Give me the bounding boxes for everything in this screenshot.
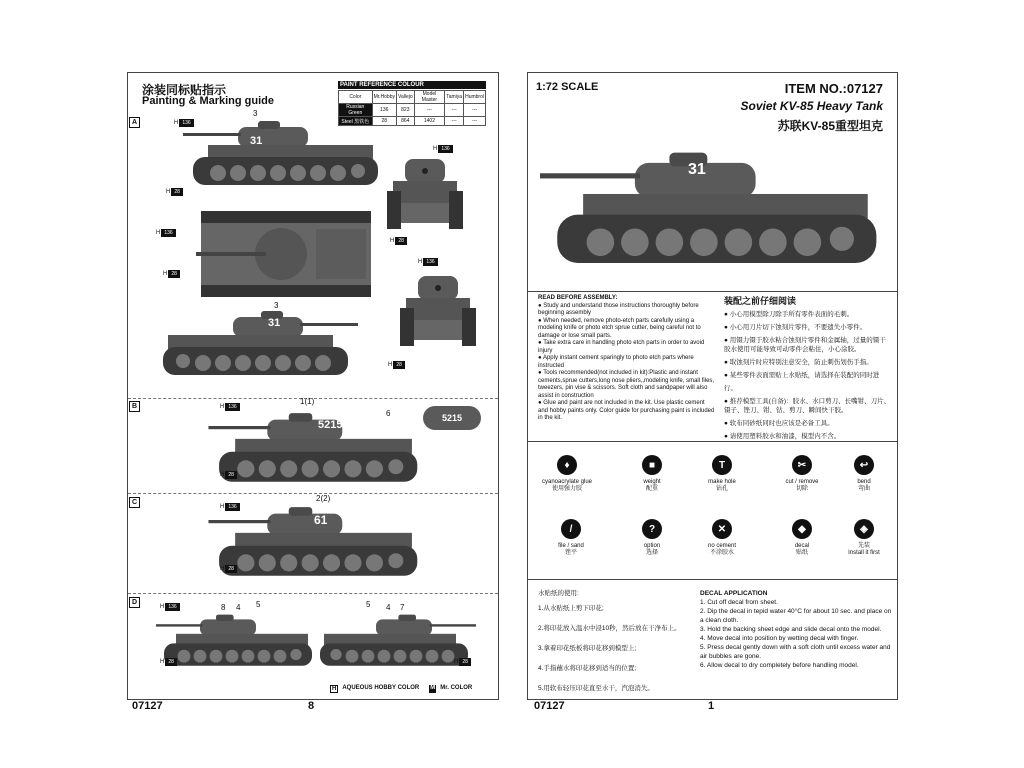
tag-prefix: H bbox=[418, 259, 423, 265]
icon-install-first bbox=[834, 519, 894, 557]
painting-guide-title-cn: 涂装同标贴指示 bbox=[142, 83, 227, 97]
decal-cn-title: 水贴纸的使用: bbox=[538, 590, 579, 597]
section-b-label: B bbox=[129, 401, 140, 412]
left-footer-code: 07127 bbox=[132, 700, 163, 712]
decal-application-en bbox=[700, 589, 892, 670]
callout-d-7: 7 bbox=[400, 603, 405, 612]
row1-color: Russian Green bbox=[339, 104, 373, 117]
tank-side-view-d-left bbox=[156, 613, 316, 669]
decal-cn-step: 4.手指蘸水将印花移到适当的位置; bbox=[538, 665, 637, 672]
bend-icon: ↩ bbox=[854, 455, 874, 475]
callout-b-6: 6 bbox=[386, 409, 391, 418]
tag-code: 136 bbox=[165, 603, 179, 611]
read-before-cn-item: ● 请使用塑料胶水和油漆，模型内不含。 bbox=[724, 433, 841, 440]
section-a-label: A bbox=[129, 117, 140, 128]
read-before-cn-item: ● 取蚀刻片时应特别注意安全，防止刺伤划伤手指。 bbox=[724, 359, 873, 366]
read-before-cn-text: 取蚀刻片时应特别注意安全，防止刺伤划伤手指。 bbox=[729, 359, 873, 366]
legend-hobby: AQUEOUS HOBBY COLOR bbox=[342, 685, 420, 691]
decal-en-step: 5. Press decal gently down with a soft cloth until excess water and air bubbles are gone. bbox=[700, 644, 891, 660]
icon-label-cn: 切除 bbox=[795, 486, 808, 492]
icon-cyanoacrylate-glue bbox=[537, 455, 597, 493]
read-before-item: ● When needed, remove photo-etch parts carefully using a modeling knife or photo etch sprue cutter, being careful not to damage or lose small parts. bbox=[538, 317, 701, 339]
icon-label-en: weight bbox=[643, 479, 661, 485]
drill-icon: T bbox=[712, 455, 732, 475]
decal-cn-step: 3.拿着印花纸板将印花移到模型上; bbox=[538, 645, 637, 652]
right-page-number: 1 bbox=[708, 700, 715, 712]
read-before-assembly-cn bbox=[724, 295, 892, 443]
icon-label-cn: 不涂胶水 bbox=[709, 550, 734, 556]
tag-code: 28 bbox=[225, 471, 237, 479]
decal-cn-step: 5.用软布轻压印花直至水干，汽泡消失。 bbox=[538, 685, 654, 692]
tank-front-view-a bbox=[385, 151, 465, 231]
tag-code: 136 bbox=[161, 229, 175, 237]
divider-icons-top bbox=[528, 441, 897, 442]
callout-d-8: 8 bbox=[221, 603, 226, 612]
tag-c-h28 bbox=[220, 565, 237, 573]
icon-label-en: cut / remove bbox=[785, 479, 819, 485]
icon-label-cn: 锉平 bbox=[564, 550, 577, 556]
row1-humbrol: --- bbox=[464, 104, 486, 117]
decal-en-step: 6. Allow decal to dry completely before handling model. bbox=[700, 662, 859, 669]
icon-label-en: cyanoacrylate glue bbox=[541, 479, 593, 485]
row2-color: Steel 黑铁色 bbox=[339, 117, 373, 126]
tag-b-h28 bbox=[220, 471, 237, 479]
icon-file-sand bbox=[541, 519, 601, 557]
tank-rear-view bbox=[398, 268, 478, 348]
section-d-label: D bbox=[129, 597, 140, 608]
row1-vallejo: 823 bbox=[397, 104, 415, 117]
read-before-cn-text: 某些零件表面需贴上水贴纸，请选择在装配的同时进行。 bbox=[724, 372, 880, 392]
callout-a-3b: 3 bbox=[274, 301, 279, 310]
icon-option bbox=[622, 519, 682, 557]
tag-d-h136 bbox=[160, 603, 180, 611]
icon-label-cn: 选择 bbox=[645, 550, 658, 556]
left-page-number: 8 bbox=[308, 700, 315, 712]
icon-label-en: file / sand bbox=[558, 543, 584, 549]
read-before-cn-text: 推荐模型工具(自备)：胶水、水口剪刀、长嘴钳、刀片、镊子、锉刀、钳、钻、剪刀、瞬间快干胶。 bbox=[724, 398, 891, 414]
cover-instructions-page bbox=[527, 72, 898, 700]
icon-label-en: no cement bbox=[707, 543, 737, 549]
read-before-assembly-en bbox=[538, 295, 716, 423]
tank-side-view-d-right bbox=[316, 613, 476, 669]
tag-prefix: H bbox=[220, 566, 225, 572]
col-vallejo: Vallejo bbox=[397, 91, 415, 104]
read-before-text: Take extra care in handling photo etch parts in order to avoid injury bbox=[538, 340, 705, 354]
decal-en-step: 2. Dip the decal in tepid water 40°C for about 10 sec. and place on a clean cloth. bbox=[700, 608, 892, 624]
read-before-cn-item: ● 小心用模型除刀除手所有零件表面的毛刺。 bbox=[724, 311, 854, 318]
row2-tamiya: --- bbox=[445, 117, 464, 126]
tag-prefix: H bbox=[390, 238, 395, 244]
read-before-cn-text: 请使用塑料胶水和油漆，模型内不含。 bbox=[729, 433, 841, 440]
icon-label-cn: 先装 bbox=[857, 543, 870, 549]
tag-rear-h28 bbox=[388, 361, 405, 369]
tag-code: 28 bbox=[395, 237, 407, 245]
row1-model-master: --- bbox=[414, 104, 445, 117]
item-number: ITEM NO.:07127 bbox=[784, 81, 883, 96]
tag-code: 136 bbox=[438, 145, 452, 153]
decal-cn-step: 2.将印花放入温水中浸10秒，然后放在干净布上。 bbox=[538, 625, 681, 632]
decal-en-step: 3. Hold the backing sheet edge and slide decal onto the model. bbox=[700, 626, 882, 633]
glue-icon: ♦ bbox=[557, 455, 577, 475]
tag-prefix: H bbox=[156, 230, 161, 236]
icon-make-hole bbox=[692, 455, 752, 493]
read-before-cn-item: ● 某些零件表面需贴上水贴纸，请选择在装配的同时进行。 bbox=[724, 372, 880, 392]
row2-mrhobby: 28 bbox=[372, 117, 396, 126]
cut-icon: ✂ bbox=[792, 455, 812, 475]
tag-rear-h136 bbox=[418, 258, 438, 266]
decal-31-a2: 31 bbox=[268, 317, 281, 329]
tag-prefix: H bbox=[160, 659, 165, 665]
icon-label-cn: 钻孔 bbox=[715, 486, 728, 492]
tag-d-h28-left bbox=[160, 658, 177, 666]
divider-top bbox=[528, 291, 897, 292]
read-before-item: ● Study and understand those instructions thoroughly before beginning assembly bbox=[538, 302, 699, 316]
legend-mr: Mr. COLOR bbox=[440, 685, 473, 691]
option-icon: ? bbox=[642, 519, 662, 539]
row1-tamiya: --- bbox=[445, 104, 464, 117]
tag-front-h28 bbox=[390, 237, 407, 245]
tag-code: 136 bbox=[225, 503, 239, 511]
decal-application-cn bbox=[538, 589, 708, 699]
tag-prefix: H bbox=[220, 504, 225, 510]
read-before-text: Glue and paint are not included in the kit. Use plastic cement and hobby paints only. Color guide for purchasing paint is included in the kit. bbox=[538, 400, 715, 421]
file-icon: / bbox=[561, 519, 581, 539]
divider-c-d bbox=[128, 593, 498, 594]
icon-label-en: option bbox=[643, 543, 661, 549]
read-before-text: Tools recommended(not included in kit):Plastic and instant cements,sprue cutters,long nose pliers,,modeling knife, small files, tweezers, pin vise & scissors. Soft cloth and sandpaper will also assist in construction bbox=[538, 370, 715, 399]
tag-top-h136 bbox=[156, 229, 176, 237]
product-name-cn: 苏联KV-85重型坦克 bbox=[777, 119, 883, 133]
decal-5215: 5215 bbox=[318, 419, 343, 431]
read-before-item: ● Tools recommended(not included in kit):Plastic and instant cements,sprue cutters,long nose pliers,,modeling knife, small files, tweezers, pin vise & scissors. Soft cloth and sandpaper will also assist in construction bbox=[538, 370, 715, 399]
callout-d-5b: 5 bbox=[366, 600, 371, 609]
tank-top-view bbox=[196, 209, 376, 299]
read-before-item: ● Glue and paint are not included in the kit. Use plastic cement and hobby paints only. Color guide for purchasing paint is included in the kit. bbox=[538, 400, 715, 421]
read-before-cn-text: 小心用模型除刀除手所有零件表面的毛刺。 bbox=[729, 311, 854, 318]
read-before-item: ● Apply instant cement sparingly to photo etch parts where instructed bbox=[538, 355, 694, 369]
callout-d-4: 4 bbox=[236, 603, 241, 612]
read-before-title: READ BEFORE ASSEMBLY: bbox=[538, 295, 618, 301]
read-before-cn-item: ● 小心用刀片切下蚀刻片零件，不要遗失小零件。 bbox=[724, 324, 867, 331]
icon-label-en: Install it first bbox=[848, 550, 880, 556]
painting-guide-title-en: Painting & Marking guide bbox=[142, 95, 275, 107]
icon-bend bbox=[834, 455, 894, 493]
product-name-en: Soviet KV-85 Heavy Tank bbox=[740, 99, 883, 113]
tag-prefix: H bbox=[166, 189, 171, 195]
read-before-item: ● Take extra care in handling photo etch parts in order to avoid injury bbox=[538, 340, 705, 354]
tag-code: 136 bbox=[423, 258, 437, 266]
hero-decal-31: 31 bbox=[688, 161, 706, 178]
tag-code: 136 bbox=[225, 403, 239, 411]
callout-c-2: 2(2) bbox=[316, 494, 331, 503]
tank-side-view-a bbox=[183, 119, 383, 189]
tag-code: 28 bbox=[393, 361, 405, 369]
tag-prefix: H bbox=[163, 271, 168, 277]
divider-b-c bbox=[128, 493, 498, 494]
col-mrhobby: Mr.Hobby bbox=[372, 91, 396, 104]
tag-b-h136 bbox=[220, 403, 240, 411]
row2-vallejo: 864 bbox=[397, 117, 415, 126]
tank-hero-image bbox=[540, 147, 885, 272]
tag-prefix: H bbox=[220, 404, 225, 410]
tag-prefix: H bbox=[433, 146, 438, 152]
tag-d-h28-right bbox=[454, 658, 471, 666]
paint-reference-header: PAINT REFERENCE COLOUR bbox=[338, 81, 486, 89]
row2-humbrol: --- bbox=[464, 117, 486, 126]
tag-code: 28 bbox=[168, 270, 180, 278]
icon-label-cn: 贴纸 bbox=[795, 550, 808, 556]
tag-code: 28 bbox=[165, 658, 177, 666]
no-cement-icon: ✕ bbox=[712, 519, 732, 539]
callout-a-3: 3 bbox=[253, 109, 258, 118]
col-humbrol: Humbrol bbox=[464, 91, 486, 104]
decal-5215-detail: 5215 bbox=[423, 406, 481, 430]
decal-en-step: 1. Cut off decal from sheet. bbox=[700, 599, 778, 606]
tag-prefix: H bbox=[174, 120, 179, 126]
tag-top-h28 bbox=[163, 270, 180, 278]
read-before-cn-title: 装配之前仔细阅读 bbox=[724, 296, 797, 306]
tag-front-h136 bbox=[433, 145, 453, 153]
icon-label-en: bend bbox=[857, 479, 871, 485]
icon-label-en: decal bbox=[794, 543, 810, 549]
tag-a-h28 bbox=[166, 188, 183, 196]
read-before-cn-item: ● 软布同砂纸同时也应该是必备工具。 bbox=[724, 420, 834, 427]
decal-31-a: 31 bbox=[250, 135, 263, 147]
right-footer-code: 07127 bbox=[534, 700, 565, 712]
read-before-cn-text: 小心用刀片切下蚀刻片零件，不要遗失小零件。 bbox=[729, 324, 867, 331]
tag-prefix: H bbox=[388, 362, 393, 368]
decal-cn-step: 1.从水贴纸上剪下印花; bbox=[538, 605, 604, 612]
icon-weight bbox=[622, 455, 682, 493]
divider-decal bbox=[528, 579, 897, 580]
section-c-label: C bbox=[129, 497, 140, 508]
color-legend bbox=[330, 685, 472, 693]
callout-d-4b: 4 bbox=[386, 603, 391, 612]
tag-prefix: H bbox=[220, 472, 225, 478]
read-before-text: Study and understand those instructions thoroughly before beginning assembly bbox=[538, 302, 699, 316]
weight-icon: ■ bbox=[642, 455, 662, 475]
read-before-cn-item: ● 推荐模型工具(自备)：胶水、水口剪刀、长嘴钳、刀片、镊子、锉刀、钳、钻、剪刀、瞬间快干胶。 bbox=[724, 398, 891, 414]
read-before-text: When needed, remove photo-etch parts carefully using a modeling knife or photo etch sprue cutter, being careful not to damage or lose small parts. bbox=[538, 317, 701, 339]
col-tamiya: Tamiya bbox=[445, 91, 464, 104]
icon-label-cn: 弯曲 bbox=[857, 486, 870, 492]
icon-decal bbox=[772, 519, 832, 557]
icon-no-cement bbox=[692, 519, 752, 557]
tag-code: 28 bbox=[459, 658, 471, 666]
decal-en-title: DECAL APPLICATION bbox=[700, 590, 768, 597]
decal-icon: ◆ bbox=[792, 519, 812, 539]
col-color: Color bbox=[339, 91, 373, 104]
read-before-cn-text: 软布同砂纸同时也应该是必备工具。 bbox=[729, 420, 834, 427]
read-before-text: Apply instant cement sparingly to photo etch parts where instructed bbox=[538, 355, 694, 369]
read-before-cn-text: 用镊力镊于胶水粘合蚀刻片零件和金属轴，过量的镊干胶水使用可能导致可动零件会粘住，小心涂胶。 bbox=[724, 337, 886, 353]
legend-hobby-mark: H bbox=[332, 686, 337, 692]
icon-cut-remove bbox=[772, 455, 832, 493]
tag-code: 136 bbox=[179, 119, 193, 127]
install-first-icon: ◈ bbox=[854, 519, 874, 539]
legend-mr-mark: M bbox=[430, 685, 436, 691]
icon-label-cn: 配重 bbox=[645, 486, 658, 492]
row2-model-master: 1402 bbox=[414, 117, 445, 126]
painting-guide-page bbox=[127, 72, 499, 700]
decal-en-step: 4. Move decal into position by wetting decal with finger. bbox=[700, 635, 859, 642]
callout-b-1: 1(1) bbox=[300, 397, 315, 406]
callout-d-5: 5 bbox=[256, 600, 261, 609]
decal-61: 61 bbox=[314, 513, 328, 527]
col-model-master: Model Master bbox=[414, 91, 445, 104]
tank-side-view-a2 bbox=[153, 309, 363, 379]
tag-prefix: H bbox=[454, 659, 459, 665]
tag-code: 28 bbox=[225, 565, 237, 573]
tag-code: 28 bbox=[171, 188, 183, 196]
icon-label-en: make hole bbox=[708, 479, 736, 485]
tag-prefix: H bbox=[160, 604, 165, 610]
read-before-cn-item: ● 用镊力镊于胶水粘合蚀刻片零件和金属轴，过量的镊干胶水使用可能导致可动零件会粘住，小心涂胶。 bbox=[724, 337, 886, 353]
scale-label: 1:72 SCALE bbox=[536, 81, 599, 93]
icon-label-cn: 使用强力胶 bbox=[551, 486, 582, 492]
row1-mrhobby: 136 bbox=[372, 104, 396, 117]
